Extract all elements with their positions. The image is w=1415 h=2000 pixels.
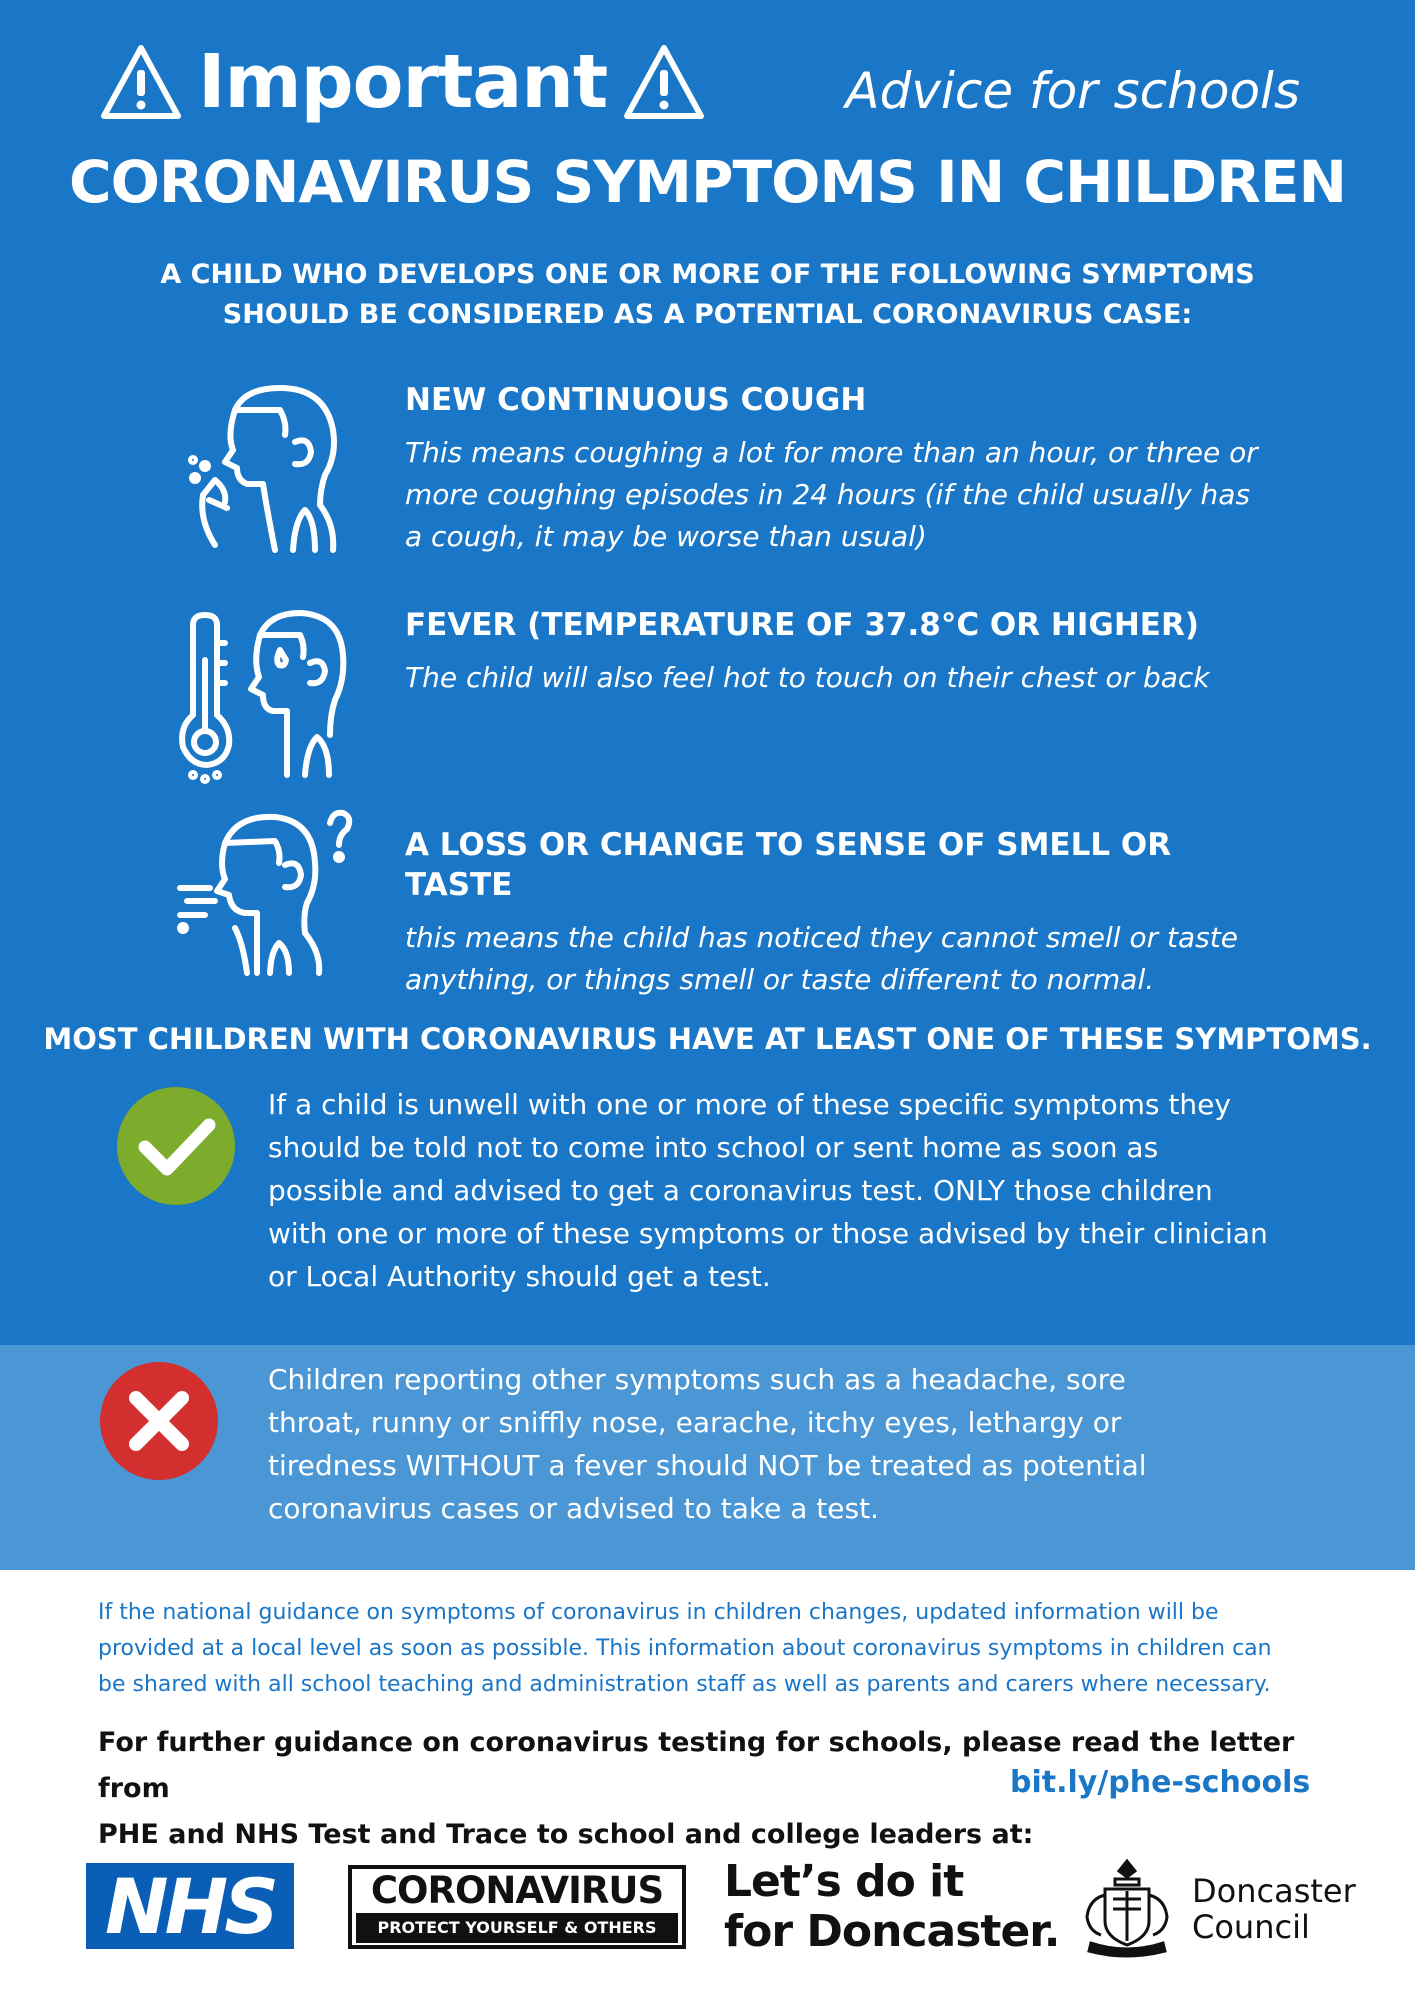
doncaster-council-logo [1192, 1873, 1356, 1945]
check-circle-icon [115, 1085, 237, 1207]
warning-triangle-icon [100, 42, 182, 122]
desc-line: a cough, it may be worse than usual) [405, 520, 927, 553]
page-title: CORONAVIRUS SYMPTOMS IN CHILDREN [69, 148, 1346, 216]
desc-line: anything, or things smell or taste different to normal. [405, 963, 1155, 996]
guidance-note [98, 1595, 1338, 1703]
symptom-title: FEVER (TEMPERATURE OF 37.8°C OR HIGHER) [405, 607, 1199, 643]
warning-triangle-icon [623, 42, 705, 122]
text-line: Children reporting other symptoms such as a headache, sore [268, 1363, 1126, 1396]
text-line: tiredness WITHOUT a fever should NOT be treated as potential [268, 1449, 1147, 1482]
symptom-text [405, 380, 1285, 558]
intro-line: A CHILD WHO DEVELOPS ONE OR MORE OF THE FOLLOWING SYMPTOMS [160, 259, 1255, 290]
no-test-text [268, 1358, 1288, 1530]
logo-line: Let’s do it [724, 1856, 964, 1907]
note-line: be shared with all school teaching and administration staff as well as parents and carers where necessary. [98, 1672, 1271, 1697]
symptom-text [405, 605, 1285, 699]
advice-label: Advice for schools [845, 62, 1300, 120]
text-line: coronavirus cases or advised to take a test. [268, 1492, 879, 1525]
logo-strip [0, 1855, 1415, 1975]
header-row [100, 39, 705, 125]
important-heading: Important [198, 39, 608, 125]
coughing-child-icon [175, 380, 360, 560]
coronavirus-logo [348, 1865, 686, 1949]
symptom-title: A LOSS OR CHANGE TO SENSE OF SMELL OR TASTE [405, 827, 1172, 903]
do-test-text [268, 1083, 1288, 1298]
symptom-title: NEW CONTINUOUS COUGH [405, 382, 867, 418]
text-line: with one or more of these symptoms or those advised by their clinician [268, 1217, 1268, 1250]
desc-line: The child will also feel hot to touch on their chest or back [405, 661, 1210, 694]
desc-line: This means coughing a lot for more than an hour, or three or [405, 436, 1258, 469]
symptom-text [405, 825, 1285, 1001]
thermometer-fever-icon [175, 605, 360, 785]
symptom-description [405, 432, 1285, 558]
logo-line: Doncaster [1192, 1872, 1356, 1910]
council-crest-icon [1075, 1855, 1180, 1960]
symptom-description [405, 657, 1285, 699]
logo-line: Council [1192, 1908, 1310, 1946]
symptom-description [405, 917, 1285, 1001]
intro-text [0, 255, 1415, 335]
lets-do-it-logo [724, 1857, 1059, 1957]
further-line: PHE and NHS Test and Trace to school and college leaders at: [98, 1819, 1034, 1850]
coronavirus-logo-tagline: PROTECT YOURSELF & OTHERS [356, 1913, 678, 1943]
cross-circle-icon [98, 1360, 220, 1482]
intro-line: SHOULD BE CONSIDERED AS A POTENTIAL CORONAVIRUS CASE: [222, 299, 1193, 330]
text-line: throat, runny or sniffly nose, earache, itchy eyes, lethargy or [268, 1406, 1122, 1439]
further-line: For further guidance on coronavirus testing for schools, please read the letter from [98, 1727, 1295, 1804]
logo-line: for Doncaster. [724, 1906, 1060, 1957]
desc-line: this means the child has noticed they cannot smell or taste [405, 921, 1238, 954]
coronavirus-logo-title: CORONAVIRUS [370, 1869, 664, 1912]
text-line: should be told not to come into school or sent home as soon as [268, 1131, 1159, 1164]
phe-schools-link[interactable]: bit.ly/phe-schools [1010, 1765, 1311, 1800]
text-line: If a child is unwell with one or more of these specific symptoms they [268, 1088, 1231, 1121]
note-line: If the national guidance on symptoms of coronavirus in children changes, updated information will be [98, 1600, 1219, 1625]
note-line: provided at a local level as soon as possible. This information about coronavirus symptoms in children can [98, 1636, 1272, 1661]
text-line: possible and advised to get a coronavirus test. ONLY those children [268, 1174, 1213, 1207]
smell-taste-icon [175, 803, 360, 983]
text-line: or Local Authority should get a test. [268, 1260, 771, 1293]
nhs-logo: NHS [86, 1863, 294, 1949]
desc-line: more coughing episodes in 24 hours (if the child usually has [405, 478, 1251, 511]
summary-heading: MOST CHILDREN WITH CORONAVIRUS HAVE AT LEAST ONE OF THESE SYMPTOMS. [43, 1022, 1372, 1056]
